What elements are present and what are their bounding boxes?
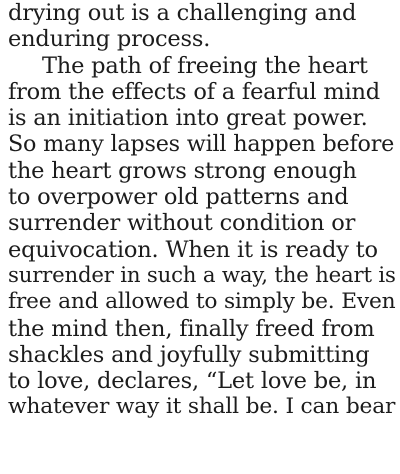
- text-line-5: is an initiation into great power.: [8, 105, 368, 132]
- text-line-9: surrender without condition or: [8, 210, 356, 237]
- text-line-1: drying out is a challenging and: [8, 0, 357, 26]
- text-line-6: So many lapses will happen before: [8, 131, 395, 158]
- text-line-15: to love, declares, “Let love be, in: [8, 368, 377, 395]
- text-line-16: whatever way it shall be. I can bear: [8, 394, 396, 420]
- text-line-14: shackles and joyfully submitting: [8, 341, 370, 368]
- text-line-11: surrender in such a way, the heart is: [8, 262, 396, 288]
- book-page: [8, 0, 400, 474]
- text-line-3-paragraph-start: The path of freeing the heart: [42, 52, 368, 79]
- text-line-2: enduring process.: [8, 26, 211, 53]
- text-line-13: the mind then, finally freed from: [8, 315, 375, 342]
- text-line-7: the heart grows strong enough: [8, 157, 357, 184]
- text-line-10: equivocation. When it is ready to: [8, 236, 378, 263]
- text-line-12: free and allowed to simply be. Even: [8, 289, 396, 315]
- text-line-8: to overpower old patterns and: [8, 184, 349, 211]
- text-line-4: from the effects of a fearful mind: [8, 78, 380, 105]
